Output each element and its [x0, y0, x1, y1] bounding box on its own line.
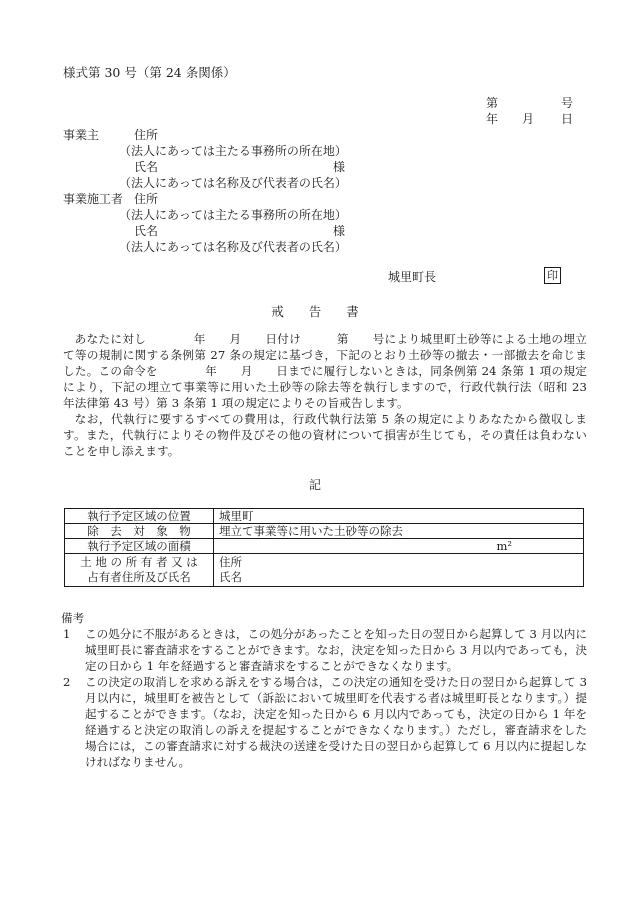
contractor-name-note: （法人にあっては名称及び代表者の氏名） — [119, 240, 347, 254]
table-row — [65, 509, 584, 524]
owner-info-label — [65, 554, 214, 587]
owner-info-name: 氏名 — [219, 570, 242, 584]
seal-mark: 印 — [544, 267, 561, 284]
owner-address-label: 住所 — [134, 128, 159, 142]
body-paragraph-2: なお，代執行に要するすべての費用は，行政代執行法第 5 条の規定によりあなたから徴収します。また，代執行によりその物件及びその他の資材について損害が生じても，その責任は負わないことを申し添えます。 — [63, 412, 587, 458]
owner-name-note: （法人にあっては名称及び代表者の氏名） — [119, 176, 347, 190]
owner-honorific: 様 — [333, 160, 346, 174]
date-day: 日 — [561, 112, 574, 126]
form-number: 様式第 30 号（第 24 条関係） — [63, 65, 236, 80]
owner-label: 事業主 — [63, 128, 100, 142]
body-paragraph-1: あなたに対し 年 月 日付け 第 号により城里町土砂等による土地の埋立て等の規制に関する条例第 27 条の規定に基づき，下記のとおり土砂等の撤去・一部撤去を命じました。この命令を 年 月 日までに履行しないときは，同条例第 24 条第 1 項の規定により，下記の埋立て事業等に用いた土砂等の除去等を執行しますので，行政代執行法（昭和 23 年法律第 43 号）第 3 条第 1 項の規定によりその旨戒告します。 — [63, 332, 587, 410]
notes-section — [63, 610, 587, 770]
ki-heading: 記 — [308, 478, 321, 492]
note-number-1: 1 — [63, 627, 71, 641]
note-item-1 — [63, 626, 587, 674]
area-unit: m² — [496, 539, 512, 553]
area-label: 執行予定区域の面積 — [65, 539, 214, 554]
issuer-title: 城里町長 — [388, 270, 437, 284]
doc-number-suffix: 号 — [561, 96, 574, 110]
contractor-address-label: 住所 — [134, 192, 159, 206]
date-month: 月 — [522, 112, 535, 126]
owner-info-value — [214, 554, 584, 587]
note-text-1: この処分に不服があるときは，この処分があったことを知った日の翌日から起算して 3 月以内に城里町長に審査請求をすることができます。なお，決定を知った日から 3 月以内であっても，決定の日から 1 年を経過すると審査請求をすることができなくなります。 — [85, 627, 587, 673]
removal-target-value: 埋立て事業等に用いた土砂等の除去 — [214, 524, 584, 539]
contractor-address-note: （法人にあっては主たる事務所の所在地） — [119, 208, 347, 222]
contractor-name-label: 氏名 — [134, 224, 159, 238]
table-row — [65, 554, 584, 587]
note-number-2: 2 — [63, 675, 71, 689]
contractor-label: 事業施工者 — [63, 192, 124, 206]
location-label: 執行予定区域の位置 — [65, 509, 214, 524]
execution-details-table — [64, 508, 584, 587]
note-text-2: この決定の取消しを求める訴えをする場合は，この決定の通知を受けた日の翌日から起算して 3 月以内に，城里町を被告として（訴訟において城里町を代表する者は城里町長となります。）提起することができます。（なお，決定を知った日から 6 月以内であっても，決定の日から 1 年を経過すると決定の取消しの訴えを提起することができなくなります。）ただし，審査請求をした場合には，この審査請求に対する裁決の送達を受けた日の翌日から起算して 6 月以内に提起しなければなりません。 — [85, 675, 587, 769]
area-value — [214, 539, 584, 554]
doc-number-prefix: 第 — [486, 96, 499, 110]
removal-target-label: 除 去 対 象 物 — [65, 524, 214, 539]
owner-info-label-line2: 占有者住所及び氏名 — [87, 570, 191, 584]
table-row — [65, 539, 584, 554]
owner-name-label: 氏名 — [134, 160, 159, 174]
owner-address-note: （法人にあっては主たる事務所の所在地） — [119, 144, 347, 158]
body-text — [63, 331, 587, 459]
notes-heading: 備考 — [61, 611, 85, 625]
note-item-2 — [63, 674, 587, 770]
owner-info-label-line1: 土 地 の 所 有 者 又 は — [80, 555, 198, 569]
contractor-honorific: 様 — [333, 224, 346, 238]
document-title: 戒 告 書 — [271, 304, 359, 319]
date-year: 年 — [486, 112, 499, 126]
location-value: 城里町 — [214, 509, 584, 524]
owner-info-address: 住所 — [219, 555, 242, 569]
table-row — [65, 524, 584, 539]
